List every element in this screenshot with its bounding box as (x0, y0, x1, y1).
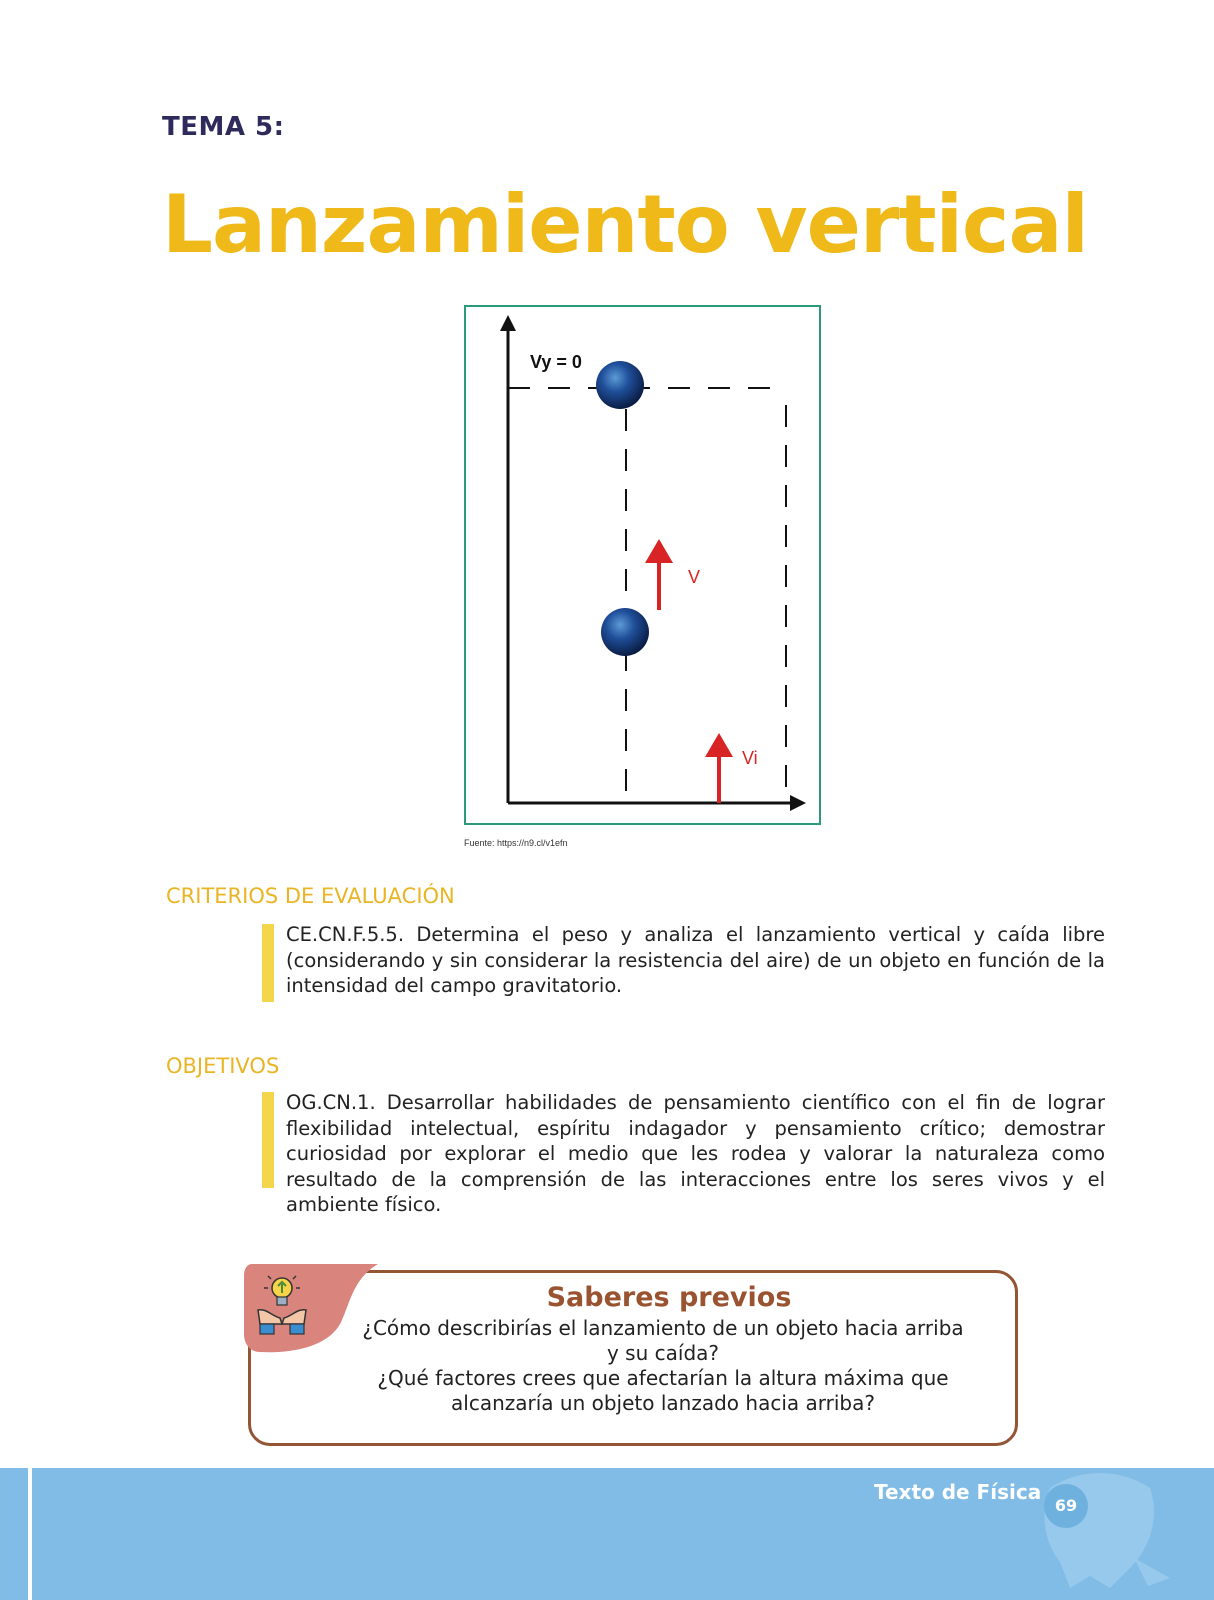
label-v: V (688, 567, 701, 587)
objetivos-accent-bar (262, 1092, 274, 1188)
criterios-accent-bar (262, 924, 274, 1002)
saberes-question-2: ¿Qué factores crees que afectarían la altura máxima que alcanzaría un objeto lanzado hacia arriba? (377, 1366, 949, 1415)
footer-divider (28, 1468, 32, 1600)
figure-source: Fuente: https://n9.cl/v1efn (464, 838, 568, 848)
objetivos-text: OG.CN.1. Desarrollar habilidades de pensamiento científico con el fin de lograr flexibilidad intelectual, espíritu indagador y pensamiento crítico; demostrar curiosidad por explorar el medio que les rodea y valorar la naturaleza como resultado de la comprensión de las interacciones entre los seres vivos y el ambiente físico. (286, 1091, 1105, 1216)
saberes-title: Saberes previos (546, 1282, 792, 1313)
saberes-previos-box (238, 1258, 1020, 1444)
page-footer (0, 1468, 1214, 1600)
topic-number: TEMA 5: (162, 112, 285, 142)
page-title: Lanzamiento vertical (162, 178, 1088, 271)
label-vy-zero: Vy = 0 (530, 352, 582, 372)
page-number: 69 (1054, 1496, 1078, 1515)
saberes-question-1: ¿Cómo describirías el lanzamiento de un objeto hacia arriba y su caída? (362, 1316, 964, 1365)
criterios-heading: CRITERIOS DE EVALUACIÓN (166, 884, 455, 908)
ball-top (596, 361, 644, 409)
ball-middle (601, 608, 649, 656)
label-vi: Vi (742, 748, 758, 768)
book-title: Texto de Física (874, 1480, 1042, 1504)
objetivos-heading: OBJETIVOS (166, 1054, 280, 1078)
vertical-launch-figure (464, 305, 827, 835)
rocket-icon (1030, 1458, 1180, 1600)
criterios-text: CE.CN.F.5.5. Determina el peso y analiza el lanzamiento vertical y caída libre (considerando y sin considerar la resistencia del aire) de un objeto en función de la intensidad del campo gravitatorio. (286, 923, 1105, 997)
